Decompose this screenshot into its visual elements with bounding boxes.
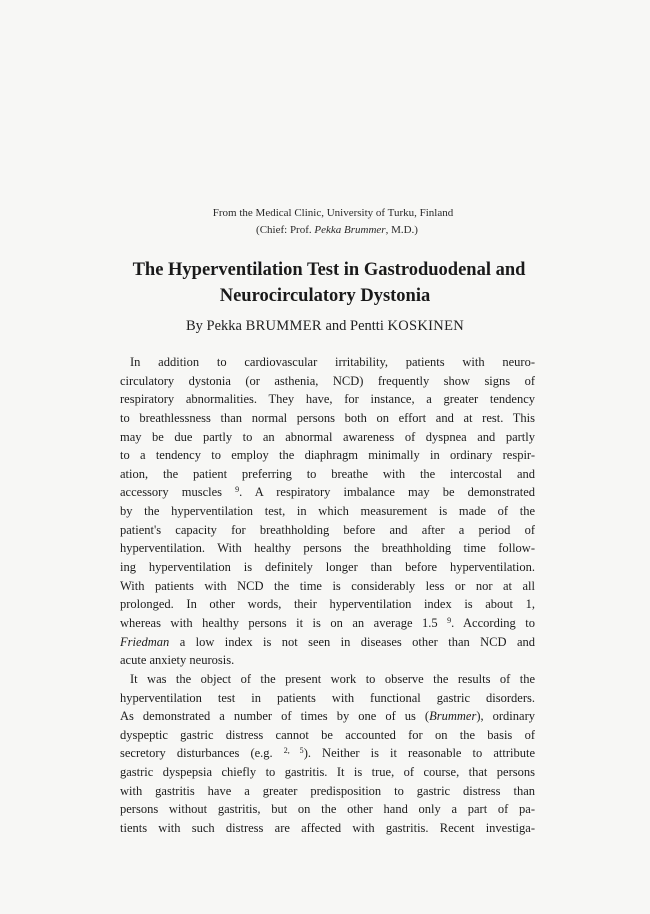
paper-title-line2: Neurocirculatory Dystonia — [219, 286, 431, 306]
author1-surname: BRUMMER — [245, 318, 322, 334]
text-line — [120, 633, 535, 652]
citation-superscript: 9 — [235, 485, 240, 495]
citation-superscript: 2, 5 — [283, 746, 304, 756]
text-line: ing hyperventilation is definitely longer than before hyperventilation. — [120, 560, 535, 575]
cited-author-name: Friedman — [120, 634, 170, 649]
body-text — [120, 353, 535, 838]
text-line: respiratory abnormalities. They have, for instance, a greater tendency — [120, 392, 535, 407]
text-line: patient's capacity for breathholding before and after a period of — [120, 522, 535, 537]
affiliation-line: From the Medical Clinic, University of Turku, Finland — [212, 207, 454, 219]
author2-surname: KOSKINEN — [387, 318, 464, 334]
paper-title-line1: The Hyperventilation Test in Gastroduodenal and — [132, 260, 526, 280]
text-line: may be due partly to an abnormal awareness of dyspnea and partly — [120, 429, 535, 444]
byline-and: and Pentti — [321, 318, 388, 334]
text-line: by the hyperventilation test, in which measurement is made of the — [120, 504, 535, 519]
byline-by: By Pekka — [185, 318, 246, 334]
text-line: In addition to cardiovascular irritability, patients with neuro- — [130, 355, 535, 369]
text-line — [120, 483, 535, 502]
text-fragment: ), ordinary — [476, 709, 535, 724]
affiliation-chief-line — [12, 223, 650, 237]
text-line: acute anxiety neurosis. — [120, 653, 235, 668]
text-fragment: . A respiratory imbalance may be demonstrated — [239, 485, 535, 500]
text-line — [120, 707, 535, 726]
text-line: prolonged. In other words, their hyperventilation index is about 1, — [120, 597, 535, 612]
text-line: With patients with NCD the time is considerably less or nor at all — [120, 578, 535, 593]
text-fragment: As demonstrated a number of times by one of us ( — [120, 709, 430, 724]
affiliation-chief-suffix: , M.D.) — [385, 224, 418, 236]
text-fragment: a low index is not seen in diseases other than NCD and — [169, 634, 535, 649]
text-line: hyperventilation test in patients with functional gastric disorders. — [120, 690, 535, 705]
text-line: It was the object of the present work to observe the results of the — [130, 671, 535, 686]
author-byline — [0, 317, 650, 335]
affiliation-chief-prefix: (Chief: Prof. — [256, 224, 315, 236]
text-line: gastric dyspepsia chiefly to gastritis. It is true, of course, that persons — [120, 765, 535, 780]
text-fragment: accessory muscles — [120, 485, 223, 500]
text-line: circulatory dystonia (or asthenia, NCD) frequently show signs of — [120, 373, 535, 388]
text-line — [120, 614, 535, 633]
text-fragment: secretory disturbances (e.g. — [120, 746, 273, 761]
text-line: persons without gastritis, but on the other hand only a part of pa- — [120, 802, 535, 817]
text-fragment: whereas with healthy persons it is on an average 1.5 — [120, 615, 438, 630]
text-line: with gastritis have a greater predisposition to gastric distress than — [120, 783, 535, 798]
text-line: to breathlessness than normal persons both on effort and at rest. This — [120, 410, 535, 425]
text-line — [120, 744, 535, 763]
text-line: to a tendency to employ the diaphragm minimally in ordinary respir- — [120, 448, 535, 463]
text-fragment: ). Neither is it reasonable to attribute — [303, 746, 535, 761]
cited-author-name: Brummer — [429, 709, 477, 724]
affiliation-chief-name: Pekka Brummer — [314, 224, 386, 236]
text-line: tients with such distress are affected with gastritis. Recent investiga- — [120, 821, 535, 836]
citation-superscript: 9 — [447, 615, 452, 625]
text-line: hyperventilation. With healthy persons the breathholding time follow- — [120, 541, 535, 556]
text-line: ation, the patient preferring to breathe with the intercostal and — [120, 466, 535, 481]
text-fragment: . According to — [451, 615, 535, 630]
text-line: dyspeptic gastric distress cannot be accounted for on the basis of — [120, 727, 535, 742]
